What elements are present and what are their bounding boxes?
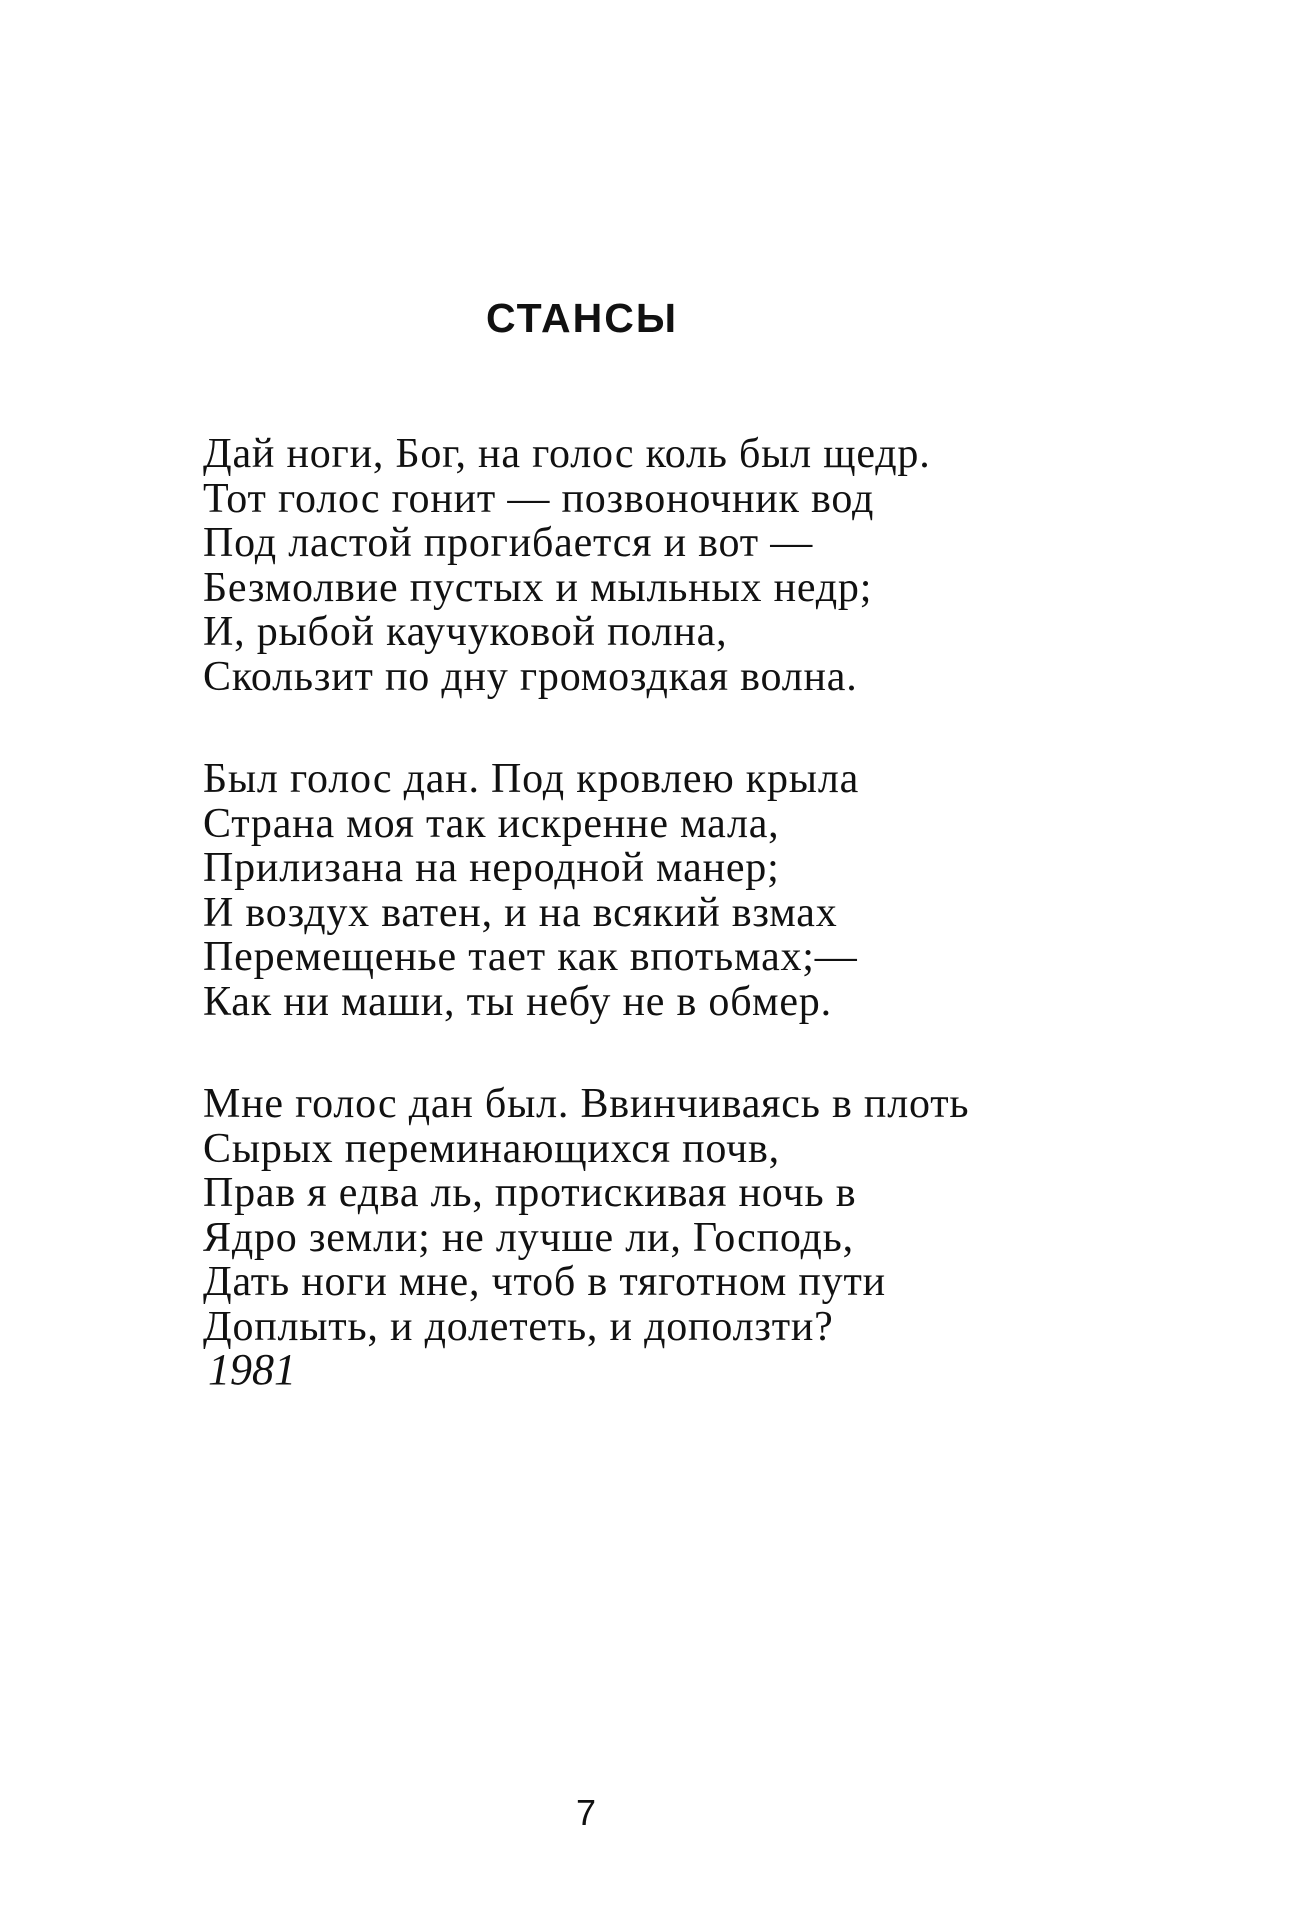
poem-line: Сырых переминающихся почв, — [203, 1125, 780, 1172]
poem-line: Безмолвие пустых и мыльных недр; — [203, 564, 873, 611]
poem-line: Дать ноги мне, чтоб в тяготном пути — [203, 1259, 886, 1305]
poem-line: Перемещенье тает как впотьмах;— — [203, 934, 858, 980]
poem-line: Тот голос гонит — позвоночник вод — [203, 475, 875, 522]
poem-line: Как ни маши, ты небу не в обмер. — [203, 978, 832, 1025]
poem-line: Скользит по дну громоздкая волна. — [203, 653, 858, 700]
poem-line: Дай ноги, Бог, на голос коль был щедр. — [203, 431, 931, 477]
poem-line: Ядро земли; не лучше ли, Господь, — [203, 1214, 854, 1261]
poem-line: Мне голос дан был. Ввинчиваясь в плоть — [203, 1081, 970, 1127]
poem-line: Доплыть, и долететь, и доползти? — [203, 1303, 834, 1350]
poem-line: Страна моя так искренне мала, — [203, 800, 780, 847]
stanza-3 — [203, 1082, 969, 1349]
poem-line: Прав я едва ль, протискивая ночь в — [203, 1170, 857, 1216]
page-number: 7 — [576, 1792, 597, 1833]
stanza-2 — [203, 757, 969, 1024]
poem-line: Прилизана на неродной манер; — [203, 845, 780, 891]
stanza-1 — [203, 432, 969, 699]
poem-line: Был голос дан. Под кровлею крыла — [203, 756, 860, 802]
poem-line: Под ластой прогибается и вот — — [203, 520, 813, 566]
poem-body — [203, 432, 969, 1407]
poem-year: 1981 — [208, 1345, 296, 1394]
poem-line: И, рыбой каучуковой полна, — [203, 609, 728, 655]
poem-title: СТАНСЫ — [486, 295, 679, 341]
poem-line: И воздух ватен, и на всякий взмах — [203, 889, 838, 936]
